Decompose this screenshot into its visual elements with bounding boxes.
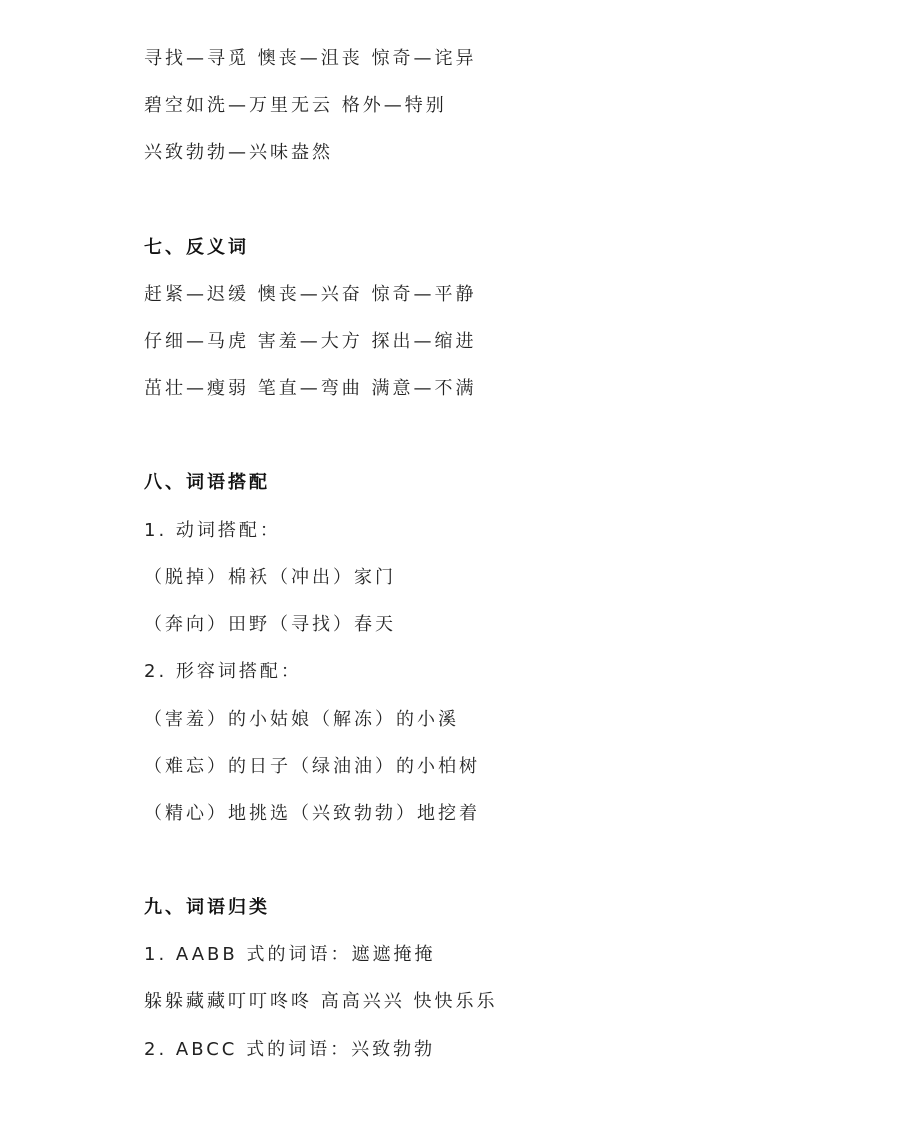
- antonyms-heading: 七、反义词: [144, 237, 249, 258]
- synonym-line-2: 碧空如洗—万里无云 格外—特别: [144, 95, 447, 116]
- verb-collocation-line-2: （奔向）田野（寻找）春天: [144, 614, 396, 635]
- synonym-line-1: 寻找—寻觅 懊丧—沮丧 惊奇—诧异: [144, 48, 477, 69]
- verb-collocation-title: 1. 动词搭配：: [144, 520, 281, 541]
- verb-collocation-line-1: （脱掉）棉袄（冲出）家门: [144, 567, 396, 588]
- collocation-heading: 八、词语搭配: [144, 472, 270, 493]
- classification-heading: 九、词语归类: [144, 897, 270, 918]
- antonym-line-2: 仔细—马虎 害羞—大方 探出—缩进: [144, 331, 477, 352]
- adj-collocation-line-2: （难忘）的日子（绿油油）的小柏树: [144, 756, 480, 777]
- adj-collocation-line-1: （害羞）的小姑娘（解冻）的小溪: [144, 709, 459, 730]
- antonym-line-3: 茁壮—瘦弱 笔直—弯曲 满意—不满: [144, 378, 477, 399]
- aabb-title: 1. AABB 式的词语：遮遮掩掩: [144, 944, 436, 965]
- abcc-title: 2. ABCC 式的词语：兴致勃勃: [144, 1039, 436, 1060]
- antonym-line-1: 赶紧—迟缓 懊丧—兴奋 惊奇—平静: [144, 284, 477, 305]
- aabb-line: 躲躲藏藏叮叮咚咚 高高兴兴 快快乐乐: [144, 991, 498, 1012]
- synonym-line-3: 兴致勃勃—兴味盎然: [144, 142, 333, 163]
- adj-collocation-title: 2. 形容词搭配：: [144, 661, 302, 682]
- adj-collocation-line-3: （精心）地挑选（兴致勃勃）地挖着: [144, 803, 480, 824]
